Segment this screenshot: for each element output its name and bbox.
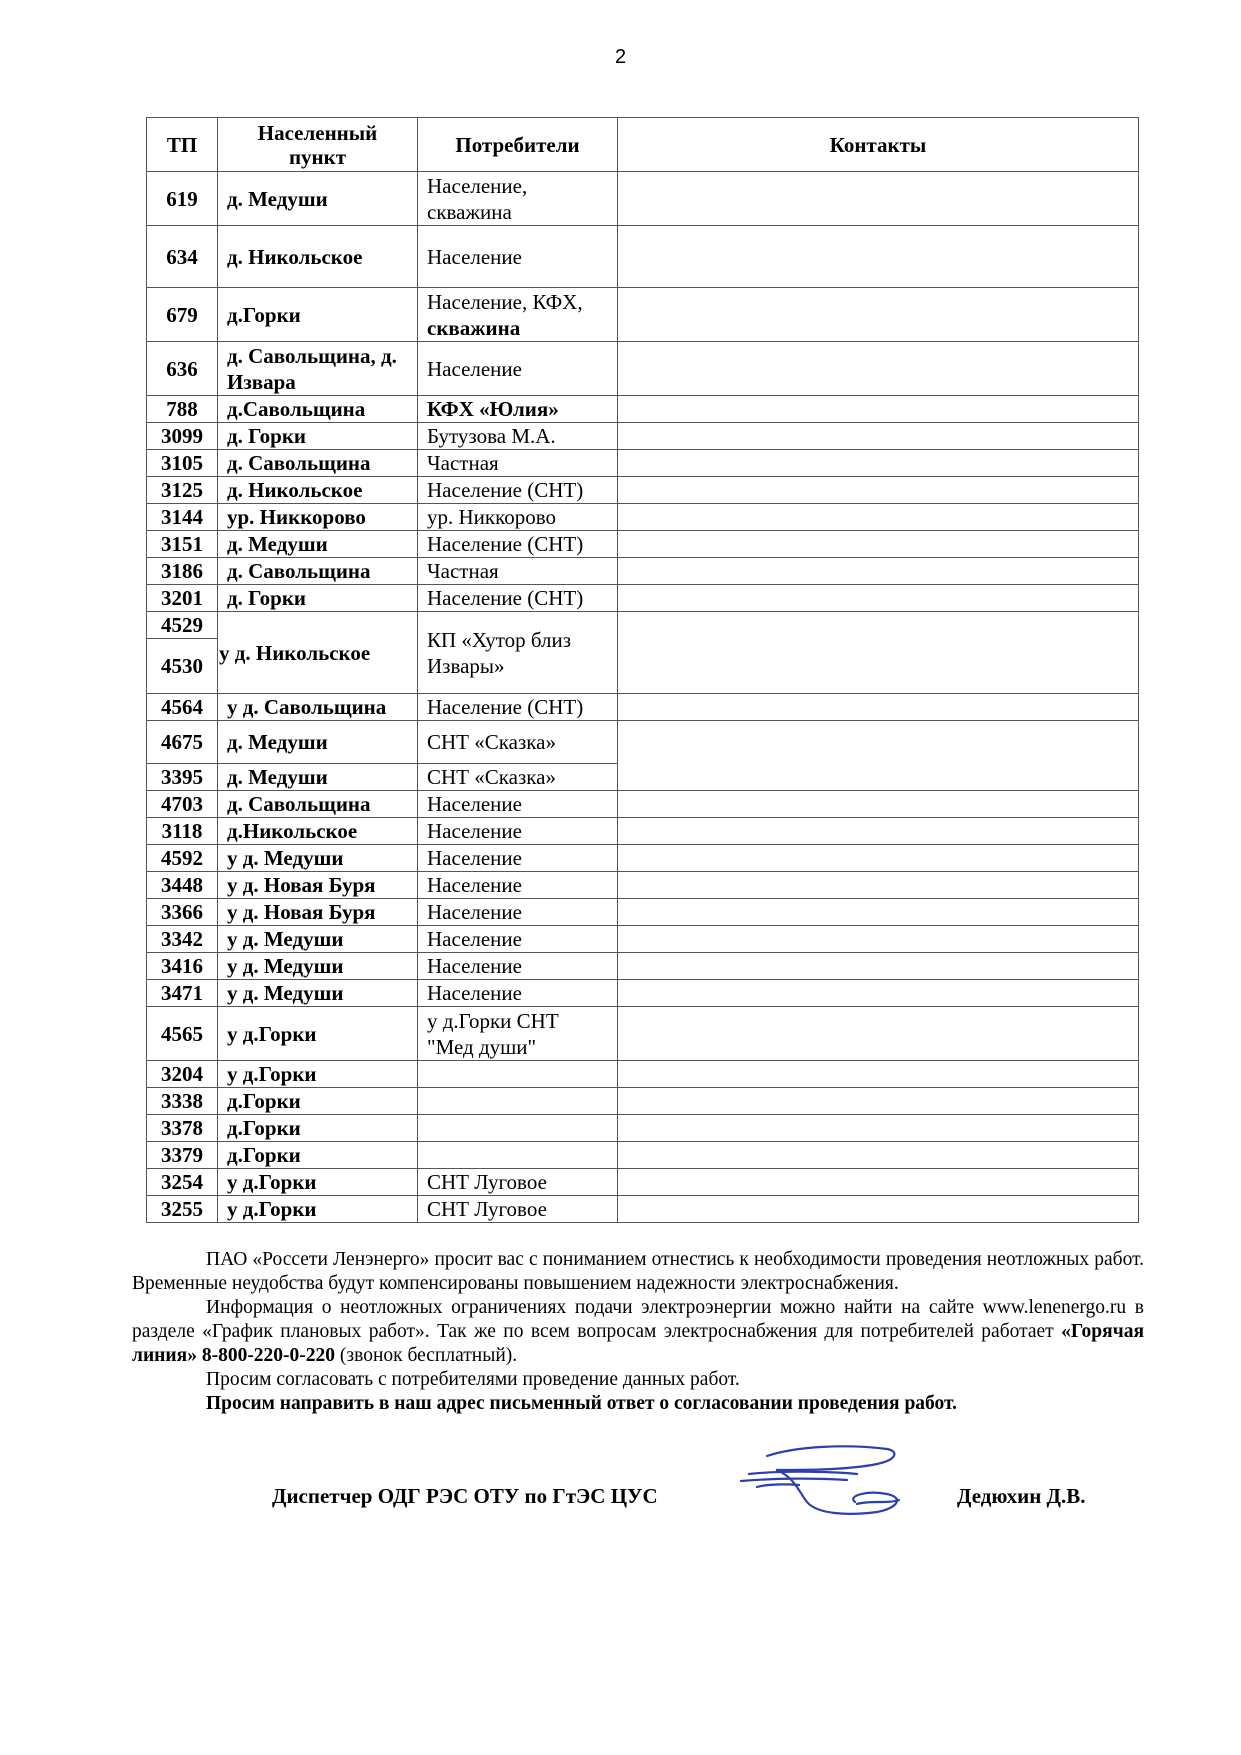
contacts-cell xyxy=(618,1061,1139,1088)
info-text: Информация о неотложных ограничениях подачи электроэнергии можно найти на сайте www.lenenergo.ru в разделе «График плановых работ». Так же по всем вопросам электроснабжения для потребителей работает xyxy=(132,1297,1144,1342)
table-row xyxy=(147,558,1139,585)
tp-cell: 3099 xyxy=(147,423,218,450)
location-cell: д.Горки xyxy=(218,288,418,342)
consumers-cell: КП «Хутор близ Извары» xyxy=(418,612,618,694)
consumers-cell xyxy=(418,1088,618,1115)
consumers-cell: Население xyxy=(418,926,618,953)
contacts-cell xyxy=(618,899,1139,926)
table-row xyxy=(147,953,1139,980)
consumers-cell xyxy=(418,1142,618,1169)
location-cell: д. Савольщина xyxy=(218,450,418,477)
table-row xyxy=(147,396,1139,423)
tp-cell: 4530 xyxy=(147,639,218,694)
contacts-cell xyxy=(618,1088,1139,1115)
contacts-cell xyxy=(618,1196,1139,1223)
contacts-cell xyxy=(618,342,1139,396)
consumers-cell: Население xyxy=(418,791,618,818)
location-cell: у д.Горки xyxy=(218,1196,418,1223)
location-cell: у д. Никольское xyxy=(218,612,418,694)
table-row xyxy=(147,172,1139,226)
consumers-cell: Население xyxy=(418,899,618,926)
consumers-cell: Население (СНТ) xyxy=(418,477,618,504)
contacts-cell xyxy=(618,531,1139,558)
contacts-cell xyxy=(618,612,1139,694)
tp-cell: 3416 xyxy=(147,953,218,980)
contacts-cell xyxy=(618,980,1139,1007)
notice-paragraph-info xyxy=(132,1296,1144,1368)
table-row xyxy=(147,450,1139,477)
table-row xyxy=(147,818,1139,845)
location-cell: д. Медуши xyxy=(218,764,418,791)
location-cell: у д.Горки xyxy=(218,1169,418,1196)
consumers-cell xyxy=(418,288,618,342)
header-consumers: Потребители xyxy=(418,118,618,172)
consumers-cell: Население, скважина xyxy=(418,172,618,226)
location-cell: д.Горки xyxy=(218,1142,418,1169)
tp-cell: 4703 xyxy=(147,791,218,818)
location-cell: д. Савольщина xyxy=(218,791,418,818)
location-cell: д. Горки xyxy=(218,585,418,612)
table-row xyxy=(147,899,1139,926)
info-text-end: (звонок бесплатный). xyxy=(335,1345,518,1366)
signatory-title: Диспетчер ОДГ РЭС ОТУ по ГтЭС ЦУС xyxy=(272,1484,658,1508)
location-cell: у д. Медуши xyxy=(218,926,418,953)
location-cell: у д. Новая Буря xyxy=(218,872,418,899)
contacts-cell xyxy=(618,558,1139,585)
consumers-cell: Население xyxy=(418,226,618,288)
tp-cell: 679 xyxy=(147,288,218,342)
location-cell: у д.Горки xyxy=(218,1007,418,1061)
tp-cell: 634 xyxy=(147,226,218,288)
tp-cell: 4529 xyxy=(147,612,218,639)
table-row xyxy=(147,980,1139,1007)
notice-paragraph-reply: Просим направить в наш адрес письменный ответ о согласовании проведения работ. xyxy=(206,1393,958,1414)
tp-cell: 3125 xyxy=(147,477,218,504)
location-cell: д. Медуши xyxy=(218,172,418,226)
tp-cell: 3379 xyxy=(147,1142,218,1169)
location-cell: у д. Медуши xyxy=(218,980,418,1007)
location-cell: д. Горки xyxy=(218,423,418,450)
tp-cell: 3254 xyxy=(147,1169,218,1196)
tp-cell: 3338 xyxy=(147,1088,218,1115)
header-contacts: Контакты xyxy=(618,118,1139,172)
contacts-cell xyxy=(618,172,1139,226)
location-cell: ур. Никкорово xyxy=(218,504,418,531)
table-row xyxy=(147,288,1139,342)
table-row xyxy=(147,226,1139,288)
tp-cell: 636 xyxy=(147,342,218,396)
location-cell: д. Савольщина xyxy=(218,558,418,585)
contacts-cell xyxy=(618,1142,1139,1169)
consumers-cell: Бутузова М.А. xyxy=(418,423,618,450)
contacts-cell xyxy=(618,1007,1139,1061)
contacts-cell xyxy=(618,1169,1139,1196)
table-row xyxy=(147,423,1139,450)
consumers-cell: у д.Горки СНТ "Мед души" xyxy=(418,1007,618,1061)
consumers-text: Население, КФХ, xyxy=(427,289,583,314)
tp-cell: 3255 xyxy=(147,1196,218,1223)
consumers-cell: СНТ «Сказка» xyxy=(418,721,618,764)
location-cell: д. Никольское xyxy=(218,226,418,288)
signatory-name: Дедюхин Д.В. xyxy=(957,1484,1086,1508)
table-row xyxy=(147,1142,1139,1169)
contacts-cell xyxy=(618,791,1139,818)
table-row xyxy=(147,342,1139,396)
tp-cell: 4564 xyxy=(147,694,218,721)
table-row xyxy=(147,926,1139,953)
consumers-cell: Частная xyxy=(418,558,618,585)
tp-cell: 3105 xyxy=(147,450,218,477)
location-cell: д.Никольское xyxy=(218,818,418,845)
contacts-cell xyxy=(618,953,1139,980)
consumers-cell xyxy=(418,1115,618,1142)
tp-cell: 3366 xyxy=(147,899,218,926)
contacts-cell xyxy=(618,585,1139,612)
tp-cell: 3144 xyxy=(147,504,218,531)
tp-cell: 788 xyxy=(147,396,218,423)
table-row xyxy=(147,845,1139,872)
consumers-cell: Население xyxy=(418,872,618,899)
consumers-cell: Население (СНТ) xyxy=(418,694,618,721)
consumers-cell: Население xyxy=(418,953,618,980)
consumers-cell: Население xyxy=(418,845,618,872)
location-cell: д.Савольщина xyxy=(218,396,418,423)
tp-cell: 619 xyxy=(147,172,218,226)
tp-cell: 3204 xyxy=(147,1061,218,1088)
tp-cell: 3151 xyxy=(147,531,218,558)
contacts-cell xyxy=(618,288,1139,342)
tp-cell: 3118 xyxy=(147,818,218,845)
tp-cell: 3342 xyxy=(147,926,218,953)
contacts-cell xyxy=(618,423,1139,450)
consumers-cell: КФХ «Юлия» xyxy=(418,396,618,423)
table-row xyxy=(147,612,1139,639)
location-cell: у д.Горки xyxy=(218,1061,418,1088)
consumers-cell: СНТ Луговое xyxy=(418,1169,618,1196)
contacts-cell xyxy=(618,450,1139,477)
contacts-cell xyxy=(618,477,1139,504)
contacts-cell xyxy=(618,396,1139,423)
contacts-cell xyxy=(618,845,1139,872)
location-cell: д. Никольское xyxy=(218,477,418,504)
notice-paragraph-agree: Просим согласовать с потребителями проведение данных работ. xyxy=(206,1369,740,1390)
consumers-cell: ур. Никкорово xyxy=(418,504,618,531)
outage-table xyxy=(146,117,1139,1223)
table-row xyxy=(147,585,1139,612)
consumers-cell: Население xyxy=(418,818,618,845)
tp-cell: 3395 xyxy=(147,764,218,791)
location-cell: д. Медуши xyxy=(218,531,418,558)
location-cell: д.Горки xyxy=(218,1115,418,1142)
table-row xyxy=(147,694,1139,721)
contacts-cell xyxy=(618,872,1139,899)
contacts-cell xyxy=(618,926,1139,953)
location-cell: д. Медуши xyxy=(218,721,418,764)
location-cell: д. Савольщина, д. Извара xyxy=(218,342,418,396)
table-row xyxy=(147,872,1139,899)
contacts-cell xyxy=(618,226,1139,288)
consumers-text-bold: скважина xyxy=(427,315,521,340)
table-row xyxy=(147,791,1139,818)
table-row xyxy=(147,1061,1139,1088)
location-cell: у д. Савольщина xyxy=(218,694,418,721)
tp-cell: 3378 xyxy=(147,1115,218,1142)
consumers-cell xyxy=(418,1061,618,1088)
hotline-text: «Горячая линия» 8-800-220-0-220 xyxy=(132,1321,1144,1366)
consumers-cell: СНТ Луговое xyxy=(418,1196,618,1223)
consumers-cell: Население (СНТ) xyxy=(418,531,618,558)
table-header-row xyxy=(147,118,1139,172)
location-cell: у д. Медуши xyxy=(218,845,418,872)
header-tp: ТП xyxy=(147,118,218,172)
table-row xyxy=(147,504,1139,531)
handwritten-signature xyxy=(737,1440,907,1520)
header-location: Населенный пункт xyxy=(218,118,418,172)
table-row xyxy=(147,1169,1139,1196)
table-row xyxy=(147,477,1139,504)
table-row xyxy=(147,531,1139,558)
contacts-cell xyxy=(618,721,1139,791)
notice-paragraph-apology: ПАО «Россети Ленэнерго» просит вас с пониманием отнестись к необходимости проведения неотложных работ. Временные неудобства будут компенсированы повышением надежности электроснабжения. xyxy=(132,1249,1144,1294)
consumers-cell: Население xyxy=(418,980,618,1007)
consumers-cell: Население xyxy=(418,342,618,396)
table-row xyxy=(147,1196,1139,1223)
contacts-cell xyxy=(618,694,1139,721)
location-cell: д.Горки xyxy=(218,1088,418,1115)
contacts-cell xyxy=(618,818,1139,845)
page-number: 2 xyxy=(614,46,627,68)
table-row xyxy=(147,1088,1139,1115)
contacts-cell xyxy=(618,1115,1139,1142)
tp-cell: 3448 xyxy=(147,872,218,899)
table-row xyxy=(147,721,1139,764)
tp-cell: 3201 xyxy=(147,585,218,612)
tp-cell: 3471 xyxy=(147,980,218,1007)
table-row xyxy=(147,1007,1139,1061)
tp-cell: 4565 xyxy=(147,1007,218,1061)
tp-cell: 4592 xyxy=(147,845,218,872)
table-row xyxy=(147,1115,1139,1142)
location-cell: у д. Новая Буря xyxy=(218,899,418,926)
tp-cell: 4675 xyxy=(147,721,218,764)
tp-cell: 3186 xyxy=(147,558,218,585)
consumers-cell: Частная xyxy=(418,450,618,477)
location-cell: у д. Медуши xyxy=(218,953,418,980)
consumers-cell: СНТ «Сказка» xyxy=(418,764,618,791)
notice-text xyxy=(132,1248,1144,1416)
consumers-cell: Население (СНТ) xyxy=(418,585,618,612)
contacts-cell xyxy=(618,504,1139,531)
